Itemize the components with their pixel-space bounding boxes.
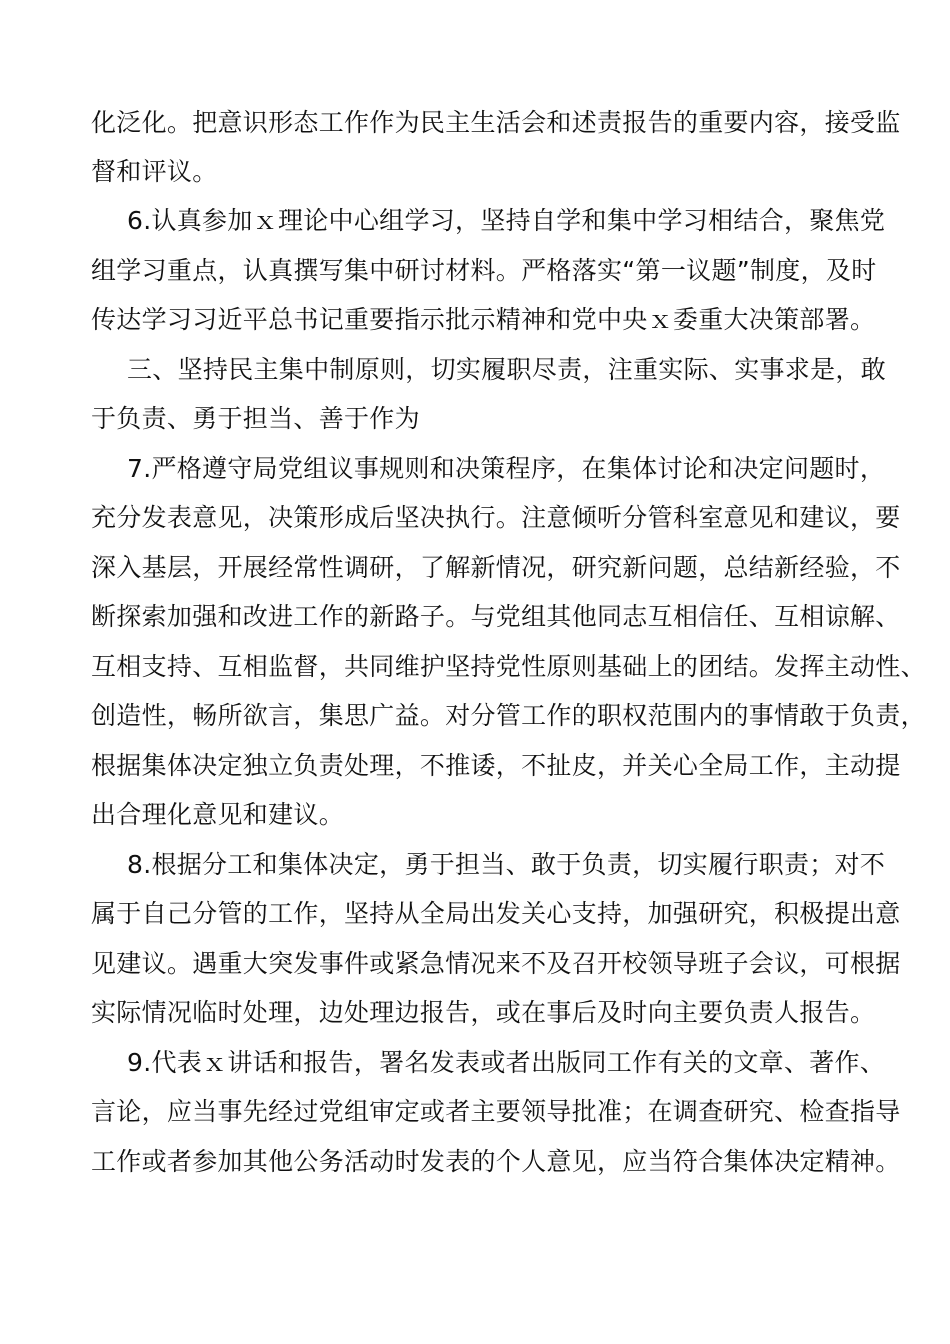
section-heading-3: 三、坚持民主集中制原则，切实履职尽责，注重实际、实事求是，敢 [127,355,887,384]
text-line: 互相支持、互相监督，共同维护坚持党性原则基础上的团结。发挥主动性、 [91,652,926,681]
text-line: 督和评议。 [91,157,218,186]
text-line: 见建议。遇重大突发事件或紧急情况来不及召开校领导班子会议，可根据 [91,949,901,978]
text-line: 组学习重点，认真撰写集中研讨材料。严格落实“第一议题”制度，及时 [91,256,877,285]
text-line: 创造性，畅所欲言，集思广益。对分管工作的职权范围内的事情敢于负责， [91,701,926,730]
text-line: 言论，应当事先经过党组审定或者主要领导批准；在调查研究、检查指导 [91,1097,901,1126]
section-heading-3-cont: 于负责、勇于担当、善于作为 [91,404,420,433]
text-line: 充分发表意见，决策形成后坚决执行。注意倾听分管科室意见和建议，要 [91,503,901,532]
paragraph-9-start: 9.代表ｘ讲话和报告，署名发表或者出版同工作有关的文章、著作、 [127,1048,886,1077]
paragraph-7-start: 7.严格遵守局党组议事规则和决策程序，在集体讨论和决定问题时， [127,454,886,483]
text-line: 实际情况临时处理，边处理边报告，或在事后及时向主要负责人报告。 [91,998,876,1027]
text-line: 断探索加强和改进工作的新路子。与党组其他同志互相信任、互相谅解、 [91,602,901,631]
text-line: 深入基层，开展经常性调研，了解新情况，研究新问题，总结新经验，不 [91,553,901,582]
text-line: 工作或者参加其他公务活动时发表的个人意见，应当符合集体决定精神。 [91,1147,901,1176]
text-line: 传达学习习近平总书记重要指示批示精神和党中央ｘ委重大决策部署。 [91,305,876,334]
text-line: 根据集体决定独立负责处理，不推诿，不扯皮，并关心全局工作，主动提 [91,751,901,780]
text-line: 出合理化意见和建议。 [91,800,345,829]
paragraph-8-start: 8.根据分工和集体决定，勇于担当、敢于负责，切实履行职责；对不 [127,850,886,879]
text-line: 化泛化。把意识形态工作作为民主生活会和述责报告的重要内容，接受监 [91,108,901,137]
text-line: 属于自己分管的工作，坚持从全局出发关心支持，加强研究，积极提出意 [91,899,901,928]
paragraph-6-start: 6.认真参加ｘ理论中心组学习，坚持自学和集中学习相结合，聚焦党 [127,206,886,235]
